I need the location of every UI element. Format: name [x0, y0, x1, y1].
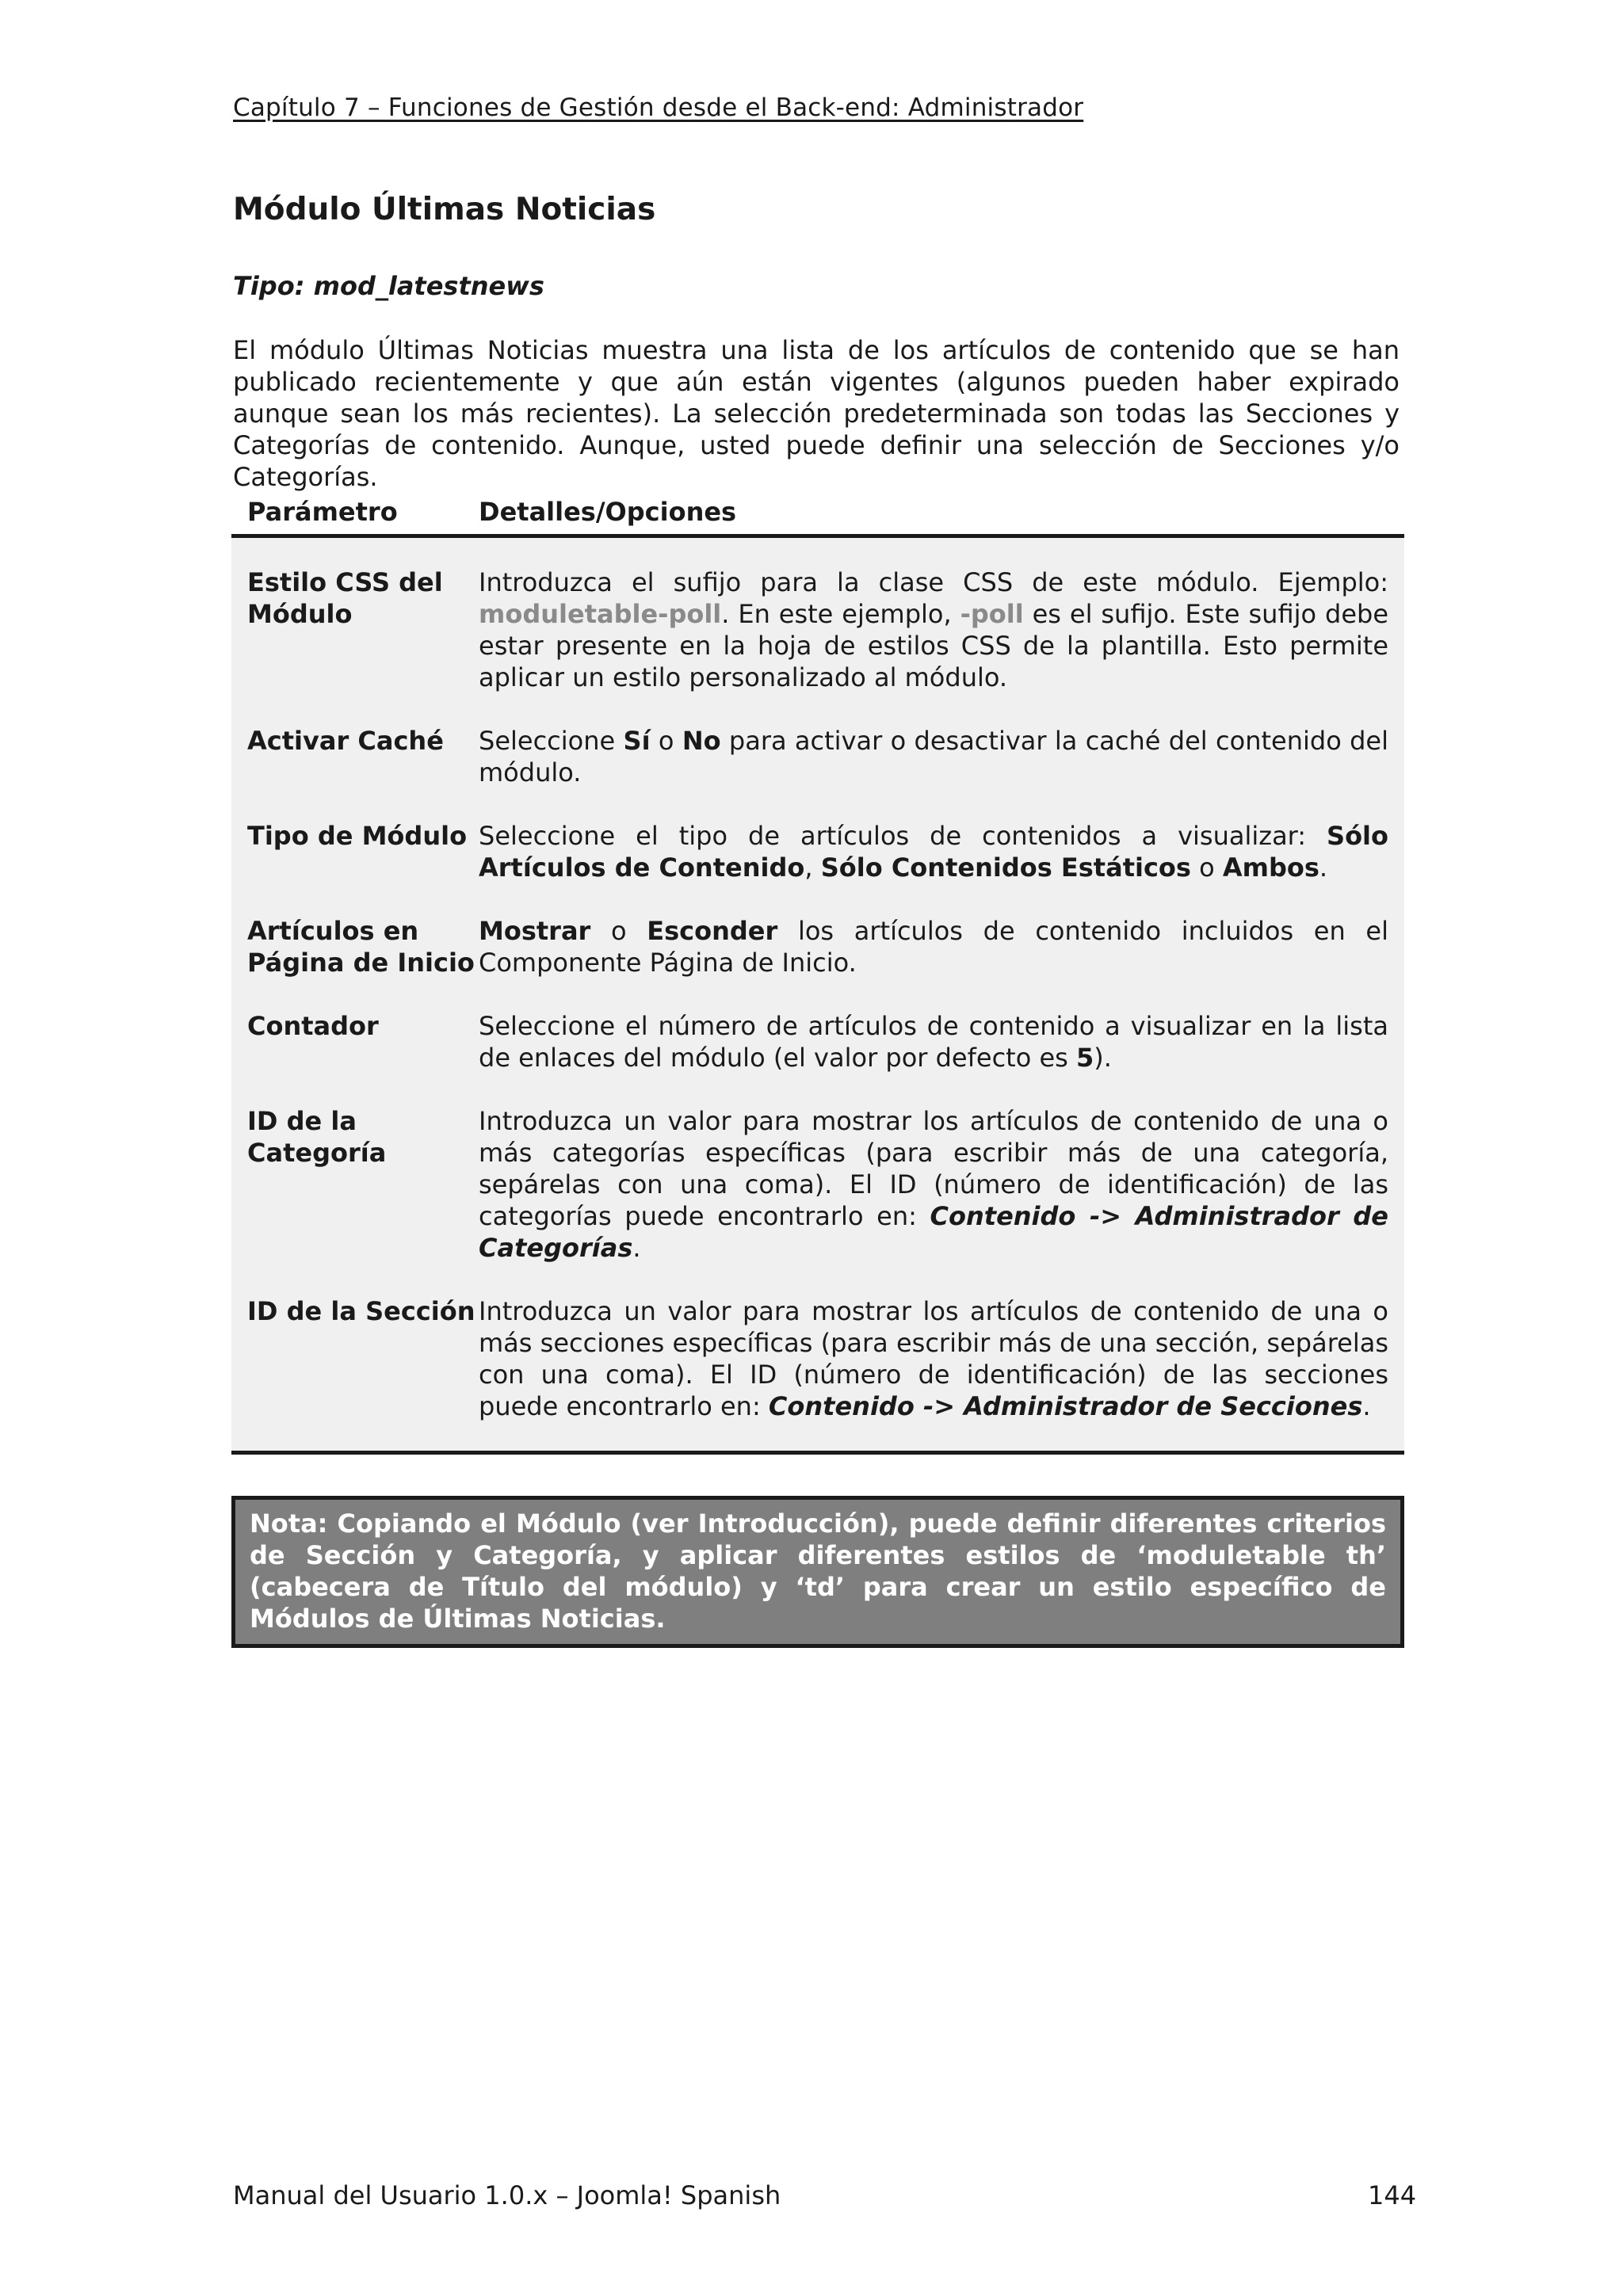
param-details	[479, 915, 1404, 978]
details-text: Introduzca un valor para mostrar los artículos de contenido de una o más categorías específicas (para escribir más de una categoría, sepárelas con una coma). El ID (número de identificación) de las categorías puede encontrarlo en:	[479, 1106, 1388, 1231]
details-text: Seleccione	[479, 726, 624, 756]
footer-manual: Manual del Usuario 1.0.x – Joomla! Spanish	[233, 2180, 781, 2210]
table-body	[231, 538, 1404, 1455]
details-text: Introduzca el sufijo para la clase CSS de este módulo. Ejemplo:	[479, 567, 1388, 597]
note-box: Nota: Copiando el Módulo (ver Introducción), puede definir diferentes criterios de Sección y Categoría, y aplicar diferentes estilos de ‘moduletable th’ (cabecera de Título del módulo) y ‘td’ para crear un estilo específico de Módulos de Últimas Noticias.	[231, 1496, 1404, 1648]
table-row	[231, 915, 1404, 978]
details-text: Mostrar	[479, 916, 591, 946]
details-text: Esconder	[647, 916, 778, 946]
param-details	[479, 820, 1404, 883]
details-text: Sí	[623, 726, 651, 756]
details-text: .	[1362, 1391, 1371, 1421]
details-text: Contenido -> Administrador de Secciones	[768, 1391, 1363, 1421]
param-details	[479, 725, 1404, 788]
table-row	[231, 1295, 1404, 1422]
details-text: o	[590, 916, 647, 946]
table-row	[231, 566, 1404, 693]
chapter-header: Capítulo 7 – Funciones de Gestión desde el Back-end: Administrador	[233, 93, 1084, 122]
intro-paragraph: El módulo Últimas Noticias muestra una lista de los artículos de contenido que se han publicado recientemente y que aún están vigentes (algunos pueden haber expirado aunque sean los más recientes). La selección predeterminada son todas las Secciones y Categorías de contenido. Aunque, usted puede definir una selección de Secciones y/o Categorías.	[233, 335, 1400, 492]
details-text: ).	[1094, 1043, 1112, 1073]
details-text: Sólo Artículos de Contenido	[479, 821, 1388, 883]
details-text: o	[1190, 852, 1223, 883]
details-text: Ambos	[1222, 852, 1319, 883]
table-row	[231, 820, 1404, 883]
param-details	[479, 566, 1404, 693]
details-text: .	[1319, 852, 1328, 883]
param-name: Artículos en Página de Inicio	[247, 916, 475, 978]
footer-page-number: 144	[1368, 2180, 1417, 2210]
section-title: Módulo Últimas Noticias	[233, 192, 656, 227]
table-row	[231, 1010, 1404, 1074]
details-text: Contenido -> Administrador de Categorías	[479, 1201, 1389, 1263]
details-text: Seleccione el tipo de artículos de contenidos a visualizar:	[479, 821, 1327, 851]
details-text: No	[682, 726, 721, 756]
details-text: o	[650, 726, 682, 756]
parameters-table	[231, 490, 1404, 1455]
param-name: ID de la Categoría	[247, 1106, 387, 1168]
table-row	[231, 1105, 1404, 1264]
details-text: para activar o desactivar la caché del contenido del módulo.	[479, 726, 1389, 788]
details-text: . En este ejemplo,	[721, 599, 960, 629]
param-name: Contador	[247, 1011, 379, 1041]
param-name: ID de la Sección	[247, 1296, 475, 1326]
details-text: 5	[1075, 1043, 1094, 1073]
details-text: moduletable-poll	[479, 599, 722, 629]
details-text: -poll	[960, 599, 1024, 629]
table-header	[231, 490, 1404, 538]
module-type: Tipo: mod_latestnews	[233, 271, 544, 301]
details-text: ,	[804, 852, 821, 883]
details-text: es el sufijo. Este sufijo debe estar presente en la hoja de estilos CSS de la plantilla. Esto permite aplicar un estilo personalizado al módulo.	[479, 599, 1388, 692]
param-details	[479, 1105, 1404, 1264]
param-details	[479, 1010, 1404, 1074]
param-details	[479, 1295, 1404, 1422]
details-text: .	[632, 1233, 641, 1263]
details-text: Sólo Contenidos Estáticos	[820, 852, 1191, 883]
param-name: Tipo de Módulo	[247, 821, 468, 851]
details-text: Introduzca un valor para mostrar los artículos de contenido de una o más secciones específicas (para escribir más de una sección, sepárelas con una coma). El ID (número de identificación) de las secciones puede encontrarlo en:	[479, 1296, 1388, 1421]
param-name: Estilo CSS del Módulo	[247, 567, 443, 629]
param-name: Activar Caché	[247, 726, 444, 756]
details-column-header: Detalles/Opciones	[479, 497, 737, 527]
details-text: los artículos de contenido incluidos en el Componente Página de Inicio.	[479, 916, 1389, 978]
table-row	[231, 725, 1404, 788]
param-column-header: Parámetro	[247, 497, 398, 527]
details-text: Seleccione el número de artículos de contenido a visualizar en la lista de enlaces del módulo (el valor por defecto es	[479, 1011, 1388, 1073]
